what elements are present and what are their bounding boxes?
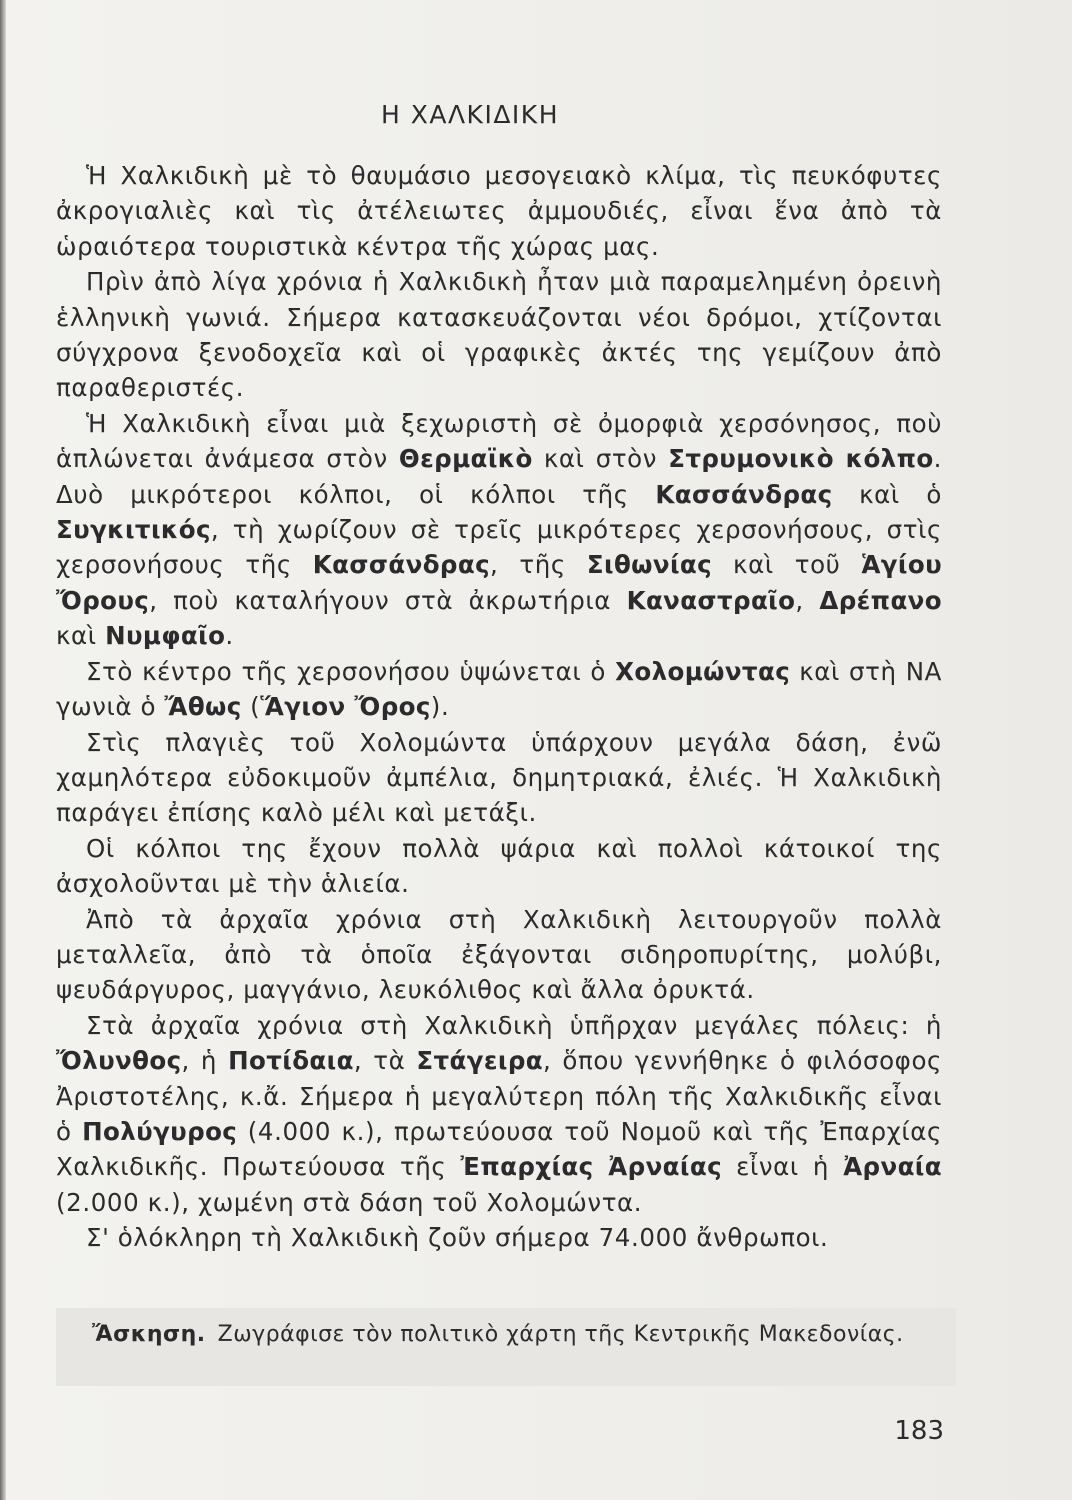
bold-term: Καναστραῖο (626, 585, 796, 615)
text-run: καὶ (56, 621, 106, 651)
paragraph (56, 831, 942, 902)
text-run: , ποὺ καταλήγουν στὰ ἀκρωτήρια (149, 585, 627, 615)
text-run: Στὶς πλαγιὲς τοῦ Χολομώντα ὑπάρχουν μεγάλα δάση, ἐνῶ χαμηλότερα εὐδοκιμοῦν ἀμπέλια, δημητριακά, ἐλιές. Ἡ Χαλκιδικὴ παράγει ἐπίσης καλὸ μέλι καὶ μετάξι. (56, 727, 942, 828)
bold-term: Δρέπανο (819, 585, 942, 615)
text-run: Οἱ κόλποι της ἔχουν πολλὰ ψάρια καὶ πολλοὶ κάτοικοί της ἀσχολοῦνται μὲ τὴν ἁλιεία. (56, 833, 942, 899)
bold-term: Κασσάνδρας (312, 550, 491, 580)
text-run: καὶ στὸν (532, 444, 669, 474)
text-run: (2.000 κ.), χωμένη στὰ δάση τοῦ Χολομώντα. (56, 1187, 643, 1217)
text-run: , ἡ (181, 1046, 229, 1076)
bold-term: Ἐπαρχίας Ἀρναίας (460, 1152, 722, 1182)
text-run: Στὸ κέντρο τῆς χερσονήσου ὑψώνεται ὁ (86, 656, 616, 686)
exercise (92, 1322, 952, 1347)
paragraph (56, 264, 942, 406)
text-run: , τὴ χωρίζουν σὲ τρεῖς μικρότερες χερσονήσους, στὶς χερσονήσους τῆς (56, 515, 942, 580)
exercise-label: Ἄσκηση. (92, 1322, 206, 1347)
bold-term: Στρυμονικὸ κόλπο (668, 444, 934, 474)
text-run: ). (430, 692, 450, 722)
paragraph (56, 1220, 942, 1255)
text-run: , τὰ (353, 1046, 417, 1076)
bold-term: Ἄθως (164, 692, 242, 722)
paragraph (56, 1008, 942, 1220)
text-run: Ἡ Χαλκιδικὴ εἶναι μιὰ ξεχωριστὴ σὲ ὀμορφιὰ χερσόνησος, ποὺ ἁπλώνεται ἀνάμεσα στὸν (56, 408, 942, 474)
paragraph (56, 902, 942, 1008)
text-run: ( (241, 692, 261, 722)
paragraph (56, 654, 942, 725)
bold-term: Κασσάνδρας (655, 479, 833, 509)
bold-term: Ποτίδαια (228, 1046, 354, 1076)
bold-term: Ὄλυνθος (56, 1046, 182, 1076)
text-run: Ἡ Χαλκιδικὴ μὲ τὸ θαυμάσιο μεσογειακὸ κλίμα, τὶς πευκόφυτες ἀκρογιαλιὲς καὶ τὶς ἀτέλειωτες ἀμμουδιές, εἶναι ἕνα ἀπὸ τὰ ὡραιότερα τουριστικὰ κέντρα τῆς χώρας μας. (56, 161, 942, 261)
text-run: Σ' ὁλόκληρη τὴ Χαλκιδικὴ ζοῦν σήμερα 74.000 ἄνθρωποι. (86, 1223, 829, 1253)
binding-shadow (0, 0, 6, 1500)
text-run: Στὰ ἀρχαῖα χρόνια στὴ Χαλκιδικὴ ὑπῆρχαν μεγάλες πόλεις: ἡ (86, 1010, 942, 1040)
text-run: Πρὶν ἀπὸ λίγα χρόνια ἡ Χαλκιδικὴ ἦταν μιὰ παραμελημένη ὀρεινὴ ἑλληνικὴ γωνιά. Σήμερα κατασκευάζονται νέοι δρόμοι, χτίζονται σύγχρονα ξενοδοχεῖα καὶ οἱ γραφικὲς ἀκτές της γεμίζουν ἀπὸ παραθεριστές. (56, 267, 942, 403)
paragraph (56, 158, 942, 264)
text-run: (4.000 κ.), πρωτεύουσα τοῦ Νομοῦ καὶ τῆς Ἐπαρχίας Χαλκιδικῆς. Πρωτεύουσα τῆς (56, 1116, 942, 1182)
bold-term: Στάγειρα (416, 1046, 544, 1076)
text-run: . Δυὸ μικρότεροι κόλποι, οἱ κόλποι τῆς (56, 444, 942, 509)
text-run: εἶναι ἡ (722, 1152, 844, 1182)
text-run: Ἀπὸ τὰ ἀρχαῖα χρόνια στὴ Χαλκιδικὴ λειτουργοῦν πολλὰ μεταλλεῖα, ἀπὸ τὰ ὁποῖα ἐξάγονται σιδηροπυρίτης, μολύβι, ψευδάργυρος, μαγγάνιο, λευκόλιθος καὶ ἄλλα ὀρυκτά. (56, 904, 942, 1005)
text-run: , (795, 585, 820, 615)
exercise-text: Ζωγράφισε τὸν πολιτικὸ χάρτη τῆς Κεντρικῆς Μακεδονίας. (217, 1322, 904, 1347)
text-run: . (225, 621, 234, 651)
text-run: καὶ ὁ (832, 479, 942, 509)
bold-term: Ἁγίου Ὄρους (56, 550, 943, 615)
text-run: καὶ στὴ ΝΑ γωνιὰ ὁ (56, 656, 942, 722)
page-title: Η ΧΑΛΚΙΔΙΚΗ (380, 100, 559, 129)
page-number: 183 (894, 1416, 944, 1446)
bold-term: Θερμαϊκὸ (398, 444, 533, 474)
bold-term: Χολομώντας (615, 656, 791, 686)
paragraph (56, 725, 942, 831)
text-run: , ὅπου γεννήθηκε ὁ φιλόσοφος Ἀριστοτέλης, κ.ἄ. Σήμερα ἡ μεγαλύτερη πόλη τῆς Χαλκιδικῆς εἶναι ὁ (56, 1046, 943, 1146)
exercise-band (56, 1308, 956, 1386)
body-text (56, 158, 942, 1256)
bold-term: Πολύγυρος (82, 1116, 238, 1146)
bold-term: Νυμφαῖο (105, 621, 226, 651)
text-run: καὶ τοῦ (712, 550, 862, 580)
paragraph (56, 406, 942, 654)
bold-term: Ἀρναία (843, 1152, 942, 1182)
bold-term: Συγκιτικός (56, 515, 211, 545)
bold-term: Ἅγιον Ὄρος (260, 692, 431, 722)
bold-term: Σιθωνίας (586, 550, 713, 580)
text-run: , τῆς (490, 550, 587, 580)
